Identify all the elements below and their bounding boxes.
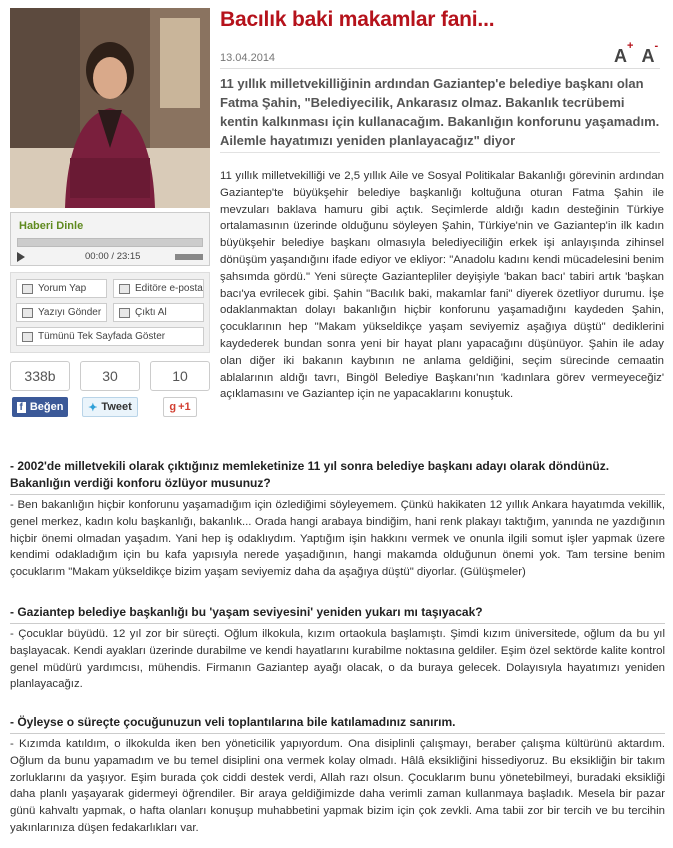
- twitter-count: 30: [80, 361, 140, 391]
- qa-block: [10, 458, 665, 581]
- twitter-bird-icon: ✦: [88, 401, 98, 414]
- divider: [220, 68, 660, 69]
- answer: - Ben bakanlığın hiçbir konforunu yaşamadığım için özlediğimi söyleyemem. Çünkü hakikaten 12 yıllık Ankara hayatımda vekillik, genel merkez, kadın kolu başkanlığı, bakanlık... Orada hangi arabaya bindiğim, hani renk plakayı taktığım, yanında ne yazdığının hiçbir önemi olmadan yaşadım. Yani hep iş odaklıydım. Yaptığım işin hakkını vermek ve onunla ilgili somut işler yapmak üzere kendimi odakladığım için bu kafa yapısıyla nerede yaşadığının, hangi makamda olduğunun önemi yok. Tam tersine benim çocuklarım "Makam yükseldikçe bizim yaşam seviyemiz daha da aşağıya düştü" diyorlar. (Gülüşmeler): [10, 499, 665, 579]
- comment-button[interactable]: Yorum Yap: [16, 279, 107, 298]
- google-g-icon: g: [169, 401, 177, 413]
- print-icon: [119, 308, 130, 318]
- pencil-icon: [22, 284, 33, 294]
- divider: [10, 733, 665, 734]
- article-title: Bacılık baki makamlar fani...: [220, 8, 495, 31]
- email-editor-button[interactable]: Editöre e-posta: [113, 279, 204, 298]
- facebook-count: 338b: [10, 361, 70, 391]
- play-icon[interactable]: [17, 252, 25, 262]
- player-time: 00:00 / 23:15: [85, 251, 141, 262]
- article-date: 13.04.2014: [220, 52, 276, 64]
- font-decrease-button[interactable]: A-: [641, 40, 659, 66]
- google-plus-button[interactable]: g +1: [163, 397, 196, 417]
- mail-icon: [119, 284, 130, 294]
- send-article-button[interactable]: Yazıyı Gönder: [16, 303, 107, 322]
- google-plus-count: 10: [150, 361, 210, 391]
- divider: [10, 623, 665, 624]
- article-lead: 11 yıllık milletvekilliğinin ardından Gaziantep'e belediye başkanı olan Fatma Şahin, "Belediyecilik, Ankarasız olmaz. Bakanlık tecrübemi kentin kalkınması için kullanacağım. Bakanlığın konforunu yaşamadım. Ailemle hayatımızı yeniden planlayacağız" diyor: [220, 76, 660, 148]
- send-icon: [22, 308, 33, 318]
- player-progress-bar[interactable]: [17, 238, 203, 247]
- facebook-icon: f: [17, 402, 26, 413]
- article-actions: [10, 272, 210, 353]
- question: - 2002'de milletvekili olarak çıktığınız memleketinize 11 yıl sonra belediye başkanı adayı olarak döndünüz. Bakanlığın verdiği konforu özlüyor musunuz?: [10, 459, 610, 490]
- answer: - Çocuklar büyüdü. 12 yıl zor bir süreçti. Oğlum ilkokula, kızım ortaokula başlamıştı. Şimdi kızım üniversitede, oğlum da bu yıl başlayacak. Kendi ayakları üzerinde durabilme ve kendi hayatlarını kurabilme noktasına geldiler. Eşim özel sektörde kalite kontrol genel müdürü yardımcısı, mühendis. Firmanın Gaziantep ayağı olacak, o da buraya gelecek. Dolayısıyla hayatımızı yeniden planlayacağız.: [10, 628, 665, 691]
- font-size-tools: [614, 40, 659, 67]
- answer: - Kızımda katıldım, o ilkokulda iken ben yöneticilik yapıyordum. Ona disiplinli çalışmayı, beraber çalışma kültürünü aktardım. Oğlum da bunu yapamadım ve bu temel disiplini ona vermek kolay olmadı. Hâlâ eksikliğini hissediyoruz. Bu eksikliğin bir takım zorluklarını da yaşıyor. Eşim burada çok ciddi destek verdi, Allah razı olsun. Çocuklarım bunu yönetebilmeyi, buradaki eksikliği daha planlı yaşayarak gidermeyi öğrendiler. Bir araya geldiğimizde daha verimli zaman kullanmaya başladık. Mesela bir pazar günü kahvaltı yapmak, o hafta olanları konuşup muhabbetini yapmak bizim için çok zevkli. Ama tabii zor bir tercih ve bu tercihin yakınlarınıza düşen fedakarlıkları var.: [10, 738, 665, 834]
- social-share: [10, 361, 210, 417]
- qa-block: [10, 604, 665, 693]
- article-sidebar: [10, 212, 210, 417]
- question: - Öyleyse o süreçte çocuğunuzun veli toplantılarına bile katılamadınız sanırım.: [10, 715, 456, 729]
- facebook-like-button[interactable]: f Beğen: [12, 397, 69, 417]
- print-button[interactable]: Çıktı Al: [113, 303, 204, 322]
- page-icon: [22, 332, 33, 342]
- divider: [220, 152, 660, 153]
- single-page-button[interactable]: Tümünü Tek Sayfada Göster: [16, 327, 204, 346]
- question: - Gaziantep belediye başkanlığı bu 'yaşam seviyesini' yeniden yukarı mı taşıyacak?: [10, 605, 483, 619]
- player-label: Haberi Dinle: [19, 220, 84, 232]
- audio-player: [10, 212, 210, 266]
- qa-block: [10, 714, 665, 837]
- article-photo: [10, 8, 210, 208]
- volume-icon[interactable]: [175, 254, 203, 260]
- article-intro: 11 yıllık milletvekilliği ve 2,5 yıllık Aile ve Sosyal Politikalar Bakanlığı görevinin ardından Gaziantep'te büyükşehir belediye başkanlığı koltuğuna oturan Fatma Şahin ile mevzuları baklava hamuru gibi açtık. Seçimlerde aldığı kadın desteğinin Türkiye ortalamasının üzerinde olduğunu söyleyen Şahin, Türkiye'nin ve Gaziantep'in ilk kadın büyükşehir belediye başkanı olmasıyla belediyeciliğin erkek işi anlayışında zihinsel dönüşüm yaşandığını ifade ediyor ve ekliyor: "Anadolu kadını kendi mücadelesini benim şahsımda gördü." Yeni süreçte Gaziantepliler deyişiyle 'bakan bacı' tabiri artık 'başkan bacı'ya evrilecek gibi. Şahin "Bacılık baki, makamlar fani" diyerek özetliyor durumu. İşe odaklanmaktan dolayı bakanlığın hiçbir konforunu yaşamadığını kaydeden Şahin, çocuklarının hep "Makam yükseldikçe yaşam seviyemiz aşağıya düştü" dediklerini kaydederek bundan sonra yeni bir hayat planı yapacağını düşünüyor. Şahin ile aday olan diğer iki bakanın kaybının ne anlama geldiğini, seçim sürecinde cemaatin ablalarının aldığı tavrı, Bingöl Belediye Başkanı'nın 'kadınlara görev vermeyeceğiz' açıklamasını ve Gaziantep için ne yapacaklarını konuştuk.: [220, 170, 664, 401]
- font-increase-button[interactable]: A+: [614, 40, 634, 66]
- divider: [10, 494, 665, 495]
- tweet-button[interactable]: ✦ Tweet: [82, 397, 138, 417]
